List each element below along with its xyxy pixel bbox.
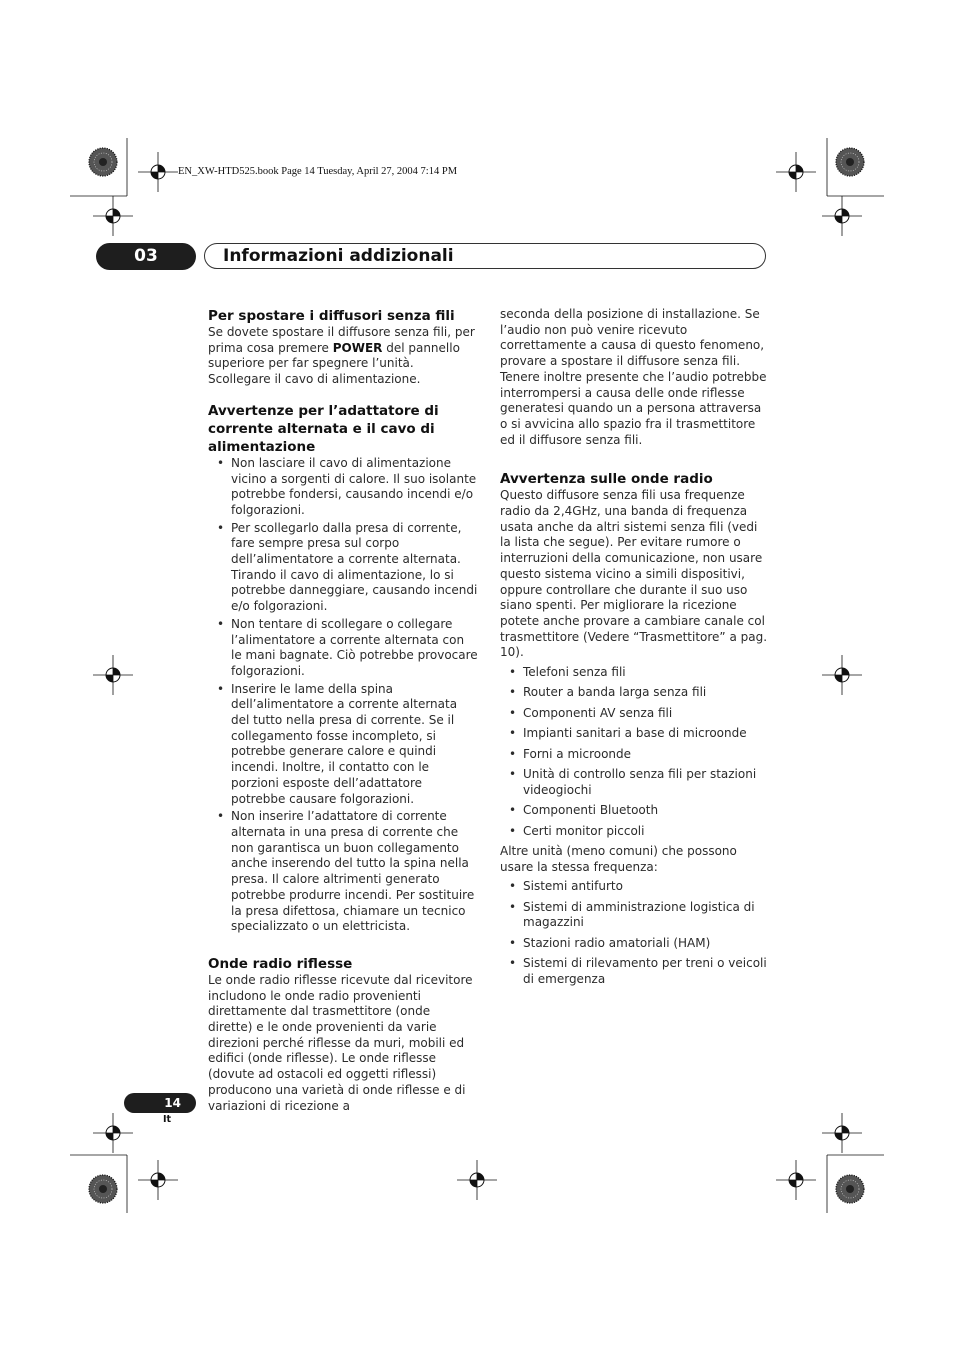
power-keyword: POWER — [332, 340, 383, 355]
list-item: • Componenti Bluetooth — [500, 803, 770, 819]
heading-reflected-waves: Onde radio riflesse — [208, 955, 353, 972]
paragraph-move-speakers — [208, 325, 478, 388]
text-segment: del pannello superiore per far spegnere l’unità. Scollegare il cavo di alimentazione. — [208, 340, 460, 387]
page-number-badge: 14 — [124, 1093, 196, 1113]
list-item: • Sistemi di amministrazione logistica di magazzini — [500, 900, 770, 931]
other-units-list — [500, 879, 770, 987]
list-item: • Non lasciare il cavo di alimentazione vicino a sorgenti di calore. Il suo isolante potrebbe fondersi, causando incendi e/o folgorazioni. — [208, 456, 478, 519]
list-item: • Unità di controllo senza fili per stazioni videogiochi — [500, 767, 770, 798]
print-info-line: EN_XW-HTD525.book Page 14 Tuesday, April 27, 2004 7:14 PM — [178, 166, 458, 177]
list-item: • Componenti AV senza fili — [500, 706, 770, 722]
list-item: • Non tentare di scollegare o collegare l’alimentatore a corrente alternata con le mani bagnate. Ciò potrebbe provocare folgorazioni. — [208, 617, 478, 680]
list-item: • Certi monitor piccoli — [500, 824, 770, 840]
list-item: • Stazioni radio amatoriali (HAM) — [500, 936, 770, 952]
language-code: It — [163, 1114, 172, 1125]
right-column — [500, 307, 770, 992]
text-segment: Se dovete spostare il diffusore senza fili, per prima cosa premere — [208, 325, 475, 355]
left-column — [208, 307, 478, 1114]
heading-radio-wave-warning: Avvertenza sulle onde radio — [500, 471, 713, 488]
ac-adapter-warning-list — [208, 456, 478, 935]
paragraph-other-units: Altre unità (meno comuni) che possono usare la stessa frequenza: — [500, 843, 737, 874]
list-item: • Inserire le lame della spina dell’alimentatore a corrente alternata del tutto nella presa di corrente. Se il collegamento fosse incompleto, si potrebbe generare calore e quindi incendi. Inoltre, il contatto con le porzioni esposte dell’adattatore potrebbe causare folgorazioni. — [208, 682, 478, 808]
list-item: • Per scollegarlo dalla presa di corrente, fare sempre presa sul corpo dell’alimentatore a corrente alternata. Tirando il cavo di alimentazione, lo si potrebbe danneggiare, causando incendi e/o folgorazioni. — [208, 521, 478, 615]
chapter-number-badge: 03 — [96, 243, 196, 270]
heading-ac-adapter-warnings: Avvertenze per l’adattatore di corrente alternata e il cavo di alimentazione — [208, 402, 439, 455]
list-item: • Telefoni senza fili — [500, 665, 770, 681]
paragraph-reflected-waves-continued: seconda della posizione di installazione. Se l’audio non può venire ricevuto correttamente a causa di questo fenomeno, provare a spostare il diffusore senza fili. Tenere inoltre presente che l’audio potrebbe interrompersi a causa delle onde riflesse generatesi quando un a persona attraversa o si avvicina allo spazio fra il trasmettitore ed il diffusore senza fili. — [500, 307, 767, 447]
list-item: • Forni a microonde — [500, 747, 770, 763]
paragraph-reflected-waves: Le onde radio riflesse ricevute dal ricevitore includono le onde radio provenienti direttamente dal trasmettitore (onde dirette) e le onde provenienti da varie direzioni perché riflesse da muri, mobili ed edifici (onde riflesse). Le onde riflesse (dovute ad ostacoli ed oggetti riflessi) producono una varietà di onde riflesse e di variazioni di ricezione a — [208, 972, 473, 1113]
interfering-devices-list — [500, 665, 770, 839]
list-item: • Sistemi antifurto — [500, 879, 770, 895]
chapter-title-box — [204, 243, 766, 269]
list-item: • Non inserire l’adattatore di corrente alternata in una presa di corrente che non garantisca un buon collegamento anche inserendo del tutto la spina nella presa. Il calore altrimenti generato potrebbe produrre incendi. Per sostituire la presa difettosa, chiamare un tecnico specializzato o un elettricista. — [208, 809, 478, 935]
heading-move-speakers: Per spostare i diffusori senza fili — [208, 308, 455, 324]
list-item: • Router a banda larga senza fili — [500, 685, 770, 701]
list-item: • Impianti sanitari a base di microonde — [500, 726, 770, 742]
list-item: • Sistemi di rilevamento per treni o veicoli di emergenza — [500, 956, 770, 987]
chapter-title: Informazioni addizionali — [223, 246, 454, 266]
paragraph-radio-wave-intro: Questo diffusore senza fili usa frequenze radio da 2,4GHz, una banda di frequenza usata anche da altri sistemi senza fili (vedi la lista che segue). Per evitare rumore o interruzioni della comunicazione, non usare questo sistema vicino a simili dispositivi, oppure controllare che durante il suo uso siano spenti. Per migliorare la ricezione potete anche provare a cambiare canale col trasmettitore (Vedere “Trasmettitore” a pag. 10). — [500, 488, 768, 660]
